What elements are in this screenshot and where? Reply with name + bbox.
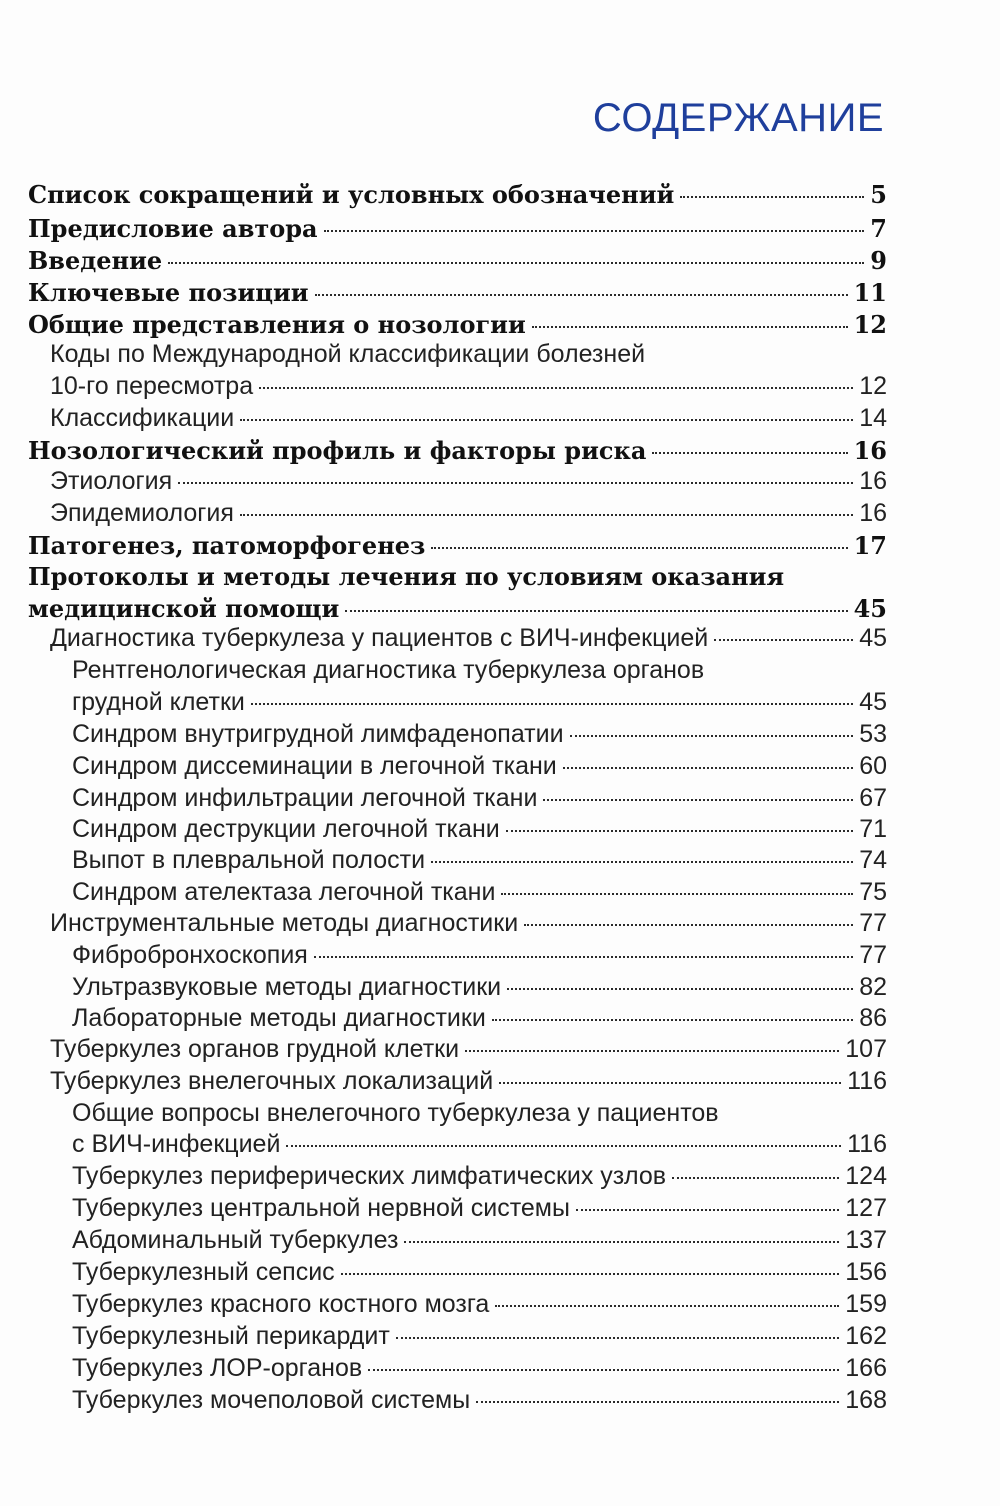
toc-entry[interactable] xyxy=(72,941,887,970)
toc-entry[interactable] xyxy=(72,973,887,1002)
toc-entry[interactable] xyxy=(50,1035,887,1064)
toc-entry[interactable] xyxy=(72,1130,887,1159)
toc-leader-dots xyxy=(368,1369,839,1371)
toc-entry-label: Туберкулез ЛОР-органов xyxy=(72,1354,363,1382)
toc-entry-page: 45 xyxy=(859,624,887,652)
toc-entry[interactable] xyxy=(72,846,887,875)
toc-entry-page: 162 xyxy=(845,1322,887,1350)
toc-entry-page: 166 xyxy=(845,1354,887,1382)
toc-entry-label: Выпот в плевральной полости xyxy=(72,846,426,874)
toc-entry-page: 9 xyxy=(870,246,887,275)
toc-entry-first-line: Рентгенологическая диагностика туберкулеза органов xyxy=(72,656,705,684)
toc-entry-label: Туберкулезный сепсис xyxy=(72,1258,335,1286)
toc-entry-page: 75 xyxy=(859,878,887,906)
toc-leader-dots xyxy=(324,230,865,232)
toc-entry-label: медицинской помощи xyxy=(28,594,340,623)
toc-entry-page: 156 xyxy=(845,1258,887,1286)
toc-entry-label: Предисловие автора xyxy=(28,214,318,243)
toc-entry-page: 60 xyxy=(859,752,887,780)
toc-leader-dots xyxy=(286,1145,841,1147)
toc-entry-label: Синдром внутригрудной лимфаденопатии xyxy=(72,720,564,748)
toc-leader-dots xyxy=(465,1050,839,1052)
toc-entry-label: Патогенез, патоморфогенез xyxy=(28,531,426,560)
toc-entry-page: 12 xyxy=(853,310,887,339)
toc-entry-page: 168 xyxy=(845,1386,887,1414)
toc-entry-label: Инструментальные методы диагностики xyxy=(50,909,519,937)
toc-entry[interactable] xyxy=(72,720,887,749)
toc-entry-label: Туберкулез мочеполовой системы xyxy=(72,1386,471,1414)
toc-entry-page: 7 xyxy=(870,214,887,243)
toc-leader-dots xyxy=(240,419,853,421)
toc-leader-dots xyxy=(576,1209,839,1211)
toc-entry-page: 17 xyxy=(853,531,887,560)
toc-entry[interactable] xyxy=(50,499,887,528)
toc-entry-page: 67 xyxy=(859,784,887,812)
page-title: СОДЕРЖАНИЕ xyxy=(592,96,884,140)
toc-leader-dots xyxy=(680,196,864,198)
toc-entry-page: 137 xyxy=(845,1226,887,1254)
toc-entry-page: 14 xyxy=(859,404,887,432)
toc-entry-label: грудной клетки xyxy=(72,688,245,716)
toc-leader-dots xyxy=(240,514,853,516)
toc-leader-dots xyxy=(315,294,848,296)
toc-leader-dots xyxy=(532,326,848,328)
toc-entry-label: Диагностика туберкулеза у пациентов с ВИЧ-инфекцией xyxy=(50,624,709,652)
toc-entry-page: 45 xyxy=(853,594,887,623)
toc-leader-dots xyxy=(499,1082,841,1084)
toc-entry[interactable] xyxy=(28,278,887,307)
toc-leader-dots xyxy=(178,482,853,484)
toc-entry-label: Туберкулез красного костного мозга xyxy=(72,1290,490,1318)
toc-leader-dots xyxy=(570,735,854,737)
toc-leader-dots xyxy=(404,1241,839,1243)
toc-entry-page: 12 xyxy=(859,372,887,400)
toc-leader-dots xyxy=(259,387,853,389)
toc-leader-dots xyxy=(506,830,853,832)
toc-entry-page: 159 xyxy=(845,1290,887,1318)
toc-entry-label: Общие представления о нозологии xyxy=(28,310,526,339)
toc-leader-dots xyxy=(431,547,847,549)
toc-leader-dots xyxy=(652,452,847,454)
toc-leader-dots xyxy=(476,1401,839,1403)
toc-entry-label: Список сокращений и условных обозначений xyxy=(28,180,675,209)
toc-entry-page: 86 xyxy=(859,1004,887,1032)
toc-entry[interactable] xyxy=(72,1354,887,1383)
toc-entry-page: 5 xyxy=(870,180,887,209)
toc-entry-label: Введение xyxy=(28,246,163,275)
toc-entry-page: 107 xyxy=(845,1035,887,1063)
toc-entry-page: 71 xyxy=(859,815,887,843)
toc-leader-dots xyxy=(168,262,864,264)
toc-entry[interactable] xyxy=(72,1258,887,1287)
toc-entry-page: 16 xyxy=(859,499,887,527)
toc-entry[interactable] xyxy=(50,909,887,938)
toc-entry-page: 16 xyxy=(853,436,887,465)
toc-entry[interactable] xyxy=(28,214,887,243)
toc-entry-label: Синдром деструкции легочной ткани xyxy=(72,815,500,843)
toc-entry[interactable] xyxy=(50,372,887,401)
toc-entry-label: Синдром ателектаза легочной ткани xyxy=(72,878,496,906)
toc-entry-label: Синдром инфильтрации легочной ткани xyxy=(72,784,538,812)
toc-entry-label: Туберкулез центральной нервной системы xyxy=(72,1194,570,1222)
toc-entry[interactable] xyxy=(50,624,887,653)
toc-entry[interactable] xyxy=(28,594,887,623)
toc-leader-dots xyxy=(501,893,853,895)
toc-entry[interactable] xyxy=(28,310,887,339)
toc-entry-label: Туберкулез органов грудной клетки xyxy=(50,1035,460,1063)
toc-entry[interactable] xyxy=(72,1322,887,1351)
toc-entry-page: 53 xyxy=(859,720,887,748)
toc-entry-first-line: Коды по Международной классификации болезней xyxy=(50,340,646,368)
toc-entry-first-line: Протоколы и методы лечения по условиям оказания xyxy=(28,562,785,591)
toc-leader-dots xyxy=(341,1273,840,1275)
toc-entry[interactable] xyxy=(28,246,887,275)
toc-entry-page: 127 xyxy=(845,1194,887,1222)
toc-entry-page: 116 xyxy=(847,1130,887,1158)
toc-entry[interactable] xyxy=(28,436,887,465)
toc-entry[interactable] xyxy=(72,1162,887,1191)
toc-leader-dots xyxy=(672,1177,839,1179)
toc-entry-label: Ключевые позиции xyxy=(28,278,309,307)
toc-entry-page: 16 xyxy=(859,467,887,495)
toc-leader-dots xyxy=(495,1305,839,1307)
toc-entry[interactable] xyxy=(28,180,887,209)
toc-entry-page: 11 xyxy=(853,278,887,307)
toc-entry[interactable] xyxy=(72,1290,887,1319)
toc-entry-first-line: Общие вопросы внелегочного туберкулеза у пациентов xyxy=(72,1099,719,1127)
toc-entry-page: 124 xyxy=(845,1162,887,1190)
toc-entry-page: 77 xyxy=(859,909,887,937)
toc-entry[interactable] xyxy=(50,404,887,433)
toc-entry-page: 77 xyxy=(859,941,887,969)
toc-entry-label: Синдром диссеминации в легочной ткани xyxy=(72,752,557,780)
toc-entry[interactable] xyxy=(72,815,887,844)
toc-entry-label: Эпидемиология xyxy=(50,499,234,527)
toc-entry[interactable] xyxy=(28,531,887,560)
toc-entry-label: Лабораторные методы диагностики xyxy=(72,1004,486,1032)
toc-leader-dots xyxy=(507,988,853,990)
toc-entry-page: 82 xyxy=(859,973,887,1001)
toc-entry[interactable] xyxy=(72,1386,887,1415)
toc-leader-dots xyxy=(345,610,847,612)
toc-leader-dots xyxy=(251,703,853,705)
toc-leader-dots xyxy=(543,799,853,801)
toc-entry[interactable] xyxy=(72,752,887,781)
toc-entry[interactable] xyxy=(72,784,887,813)
toc-entry[interactable] xyxy=(50,1067,887,1096)
toc-entry-label: Ультразвуковые методы диагностики xyxy=(72,973,502,1001)
toc-entry-label: Туберкулезный перикардит xyxy=(72,1322,390,1350)
toc-leader-dots xyxy=(714,639,853,641)
toc-entry[interactable] xyxy=(72,688,887,717)
toc-entry[interactable] xyxy=(72,1226,887,1255)
toc-leader-dots xyxy=(314,956,853,958)
toc-entry-page: 45 xyxy=(859,688,887,716)
toc-leader-dots xyxy=(524,924,853,926)
toc-entry-label: 10-го пересмотра xyxy=(50,372,254,400)
toc-entry-page: 74 xyxy=(859,846,887,874)
toc-leader-dots xyxy=(431,861,853,863)
toc-entry-page: 116 xyxy=(847,1067,887,1095)
toc-entry-label: Фибробронхоскопия xyxy=(72,941,308,969)
toc-entry[interactable] xyxy=(72,1004,887,1033)
toc-entry[interactable] xyxy=(72,878,887,907)
toc-entry[interactable] xyxy=(50,467,887,496)
toc-entry-label: с ВИЧ-инфекцией xyxy=(72,1130,281,1158)
toc-leader-dots xyxy=(492,1019,853,1021)
toc-leader-dots xyxy=(563,767,853,769)
toc-entry-label: Этиология xyxy=(50,467,173,495)
toc-entry-label: Абдоминальный туберкулез xyxy=(72,1226,399,1254)
toc-entry-label: Туберкулез периферических лимфатических узлов xyxy=(72,1162,667,1190)
toc-leader-dots xyxy=(396,1337,839,1339)
toc-entry-label: Туберкулез внелегочных локализаций xyxy=(50,1067,494,1095)
toc-entry[interactable] xyxy=(72,1194,887,1223)
toc-entry-label: Классификации xyxy=(50,404,235,432)
toc-entry-label: Нозологический профиль и факторы риска xyxy=(28,436,647,465)
